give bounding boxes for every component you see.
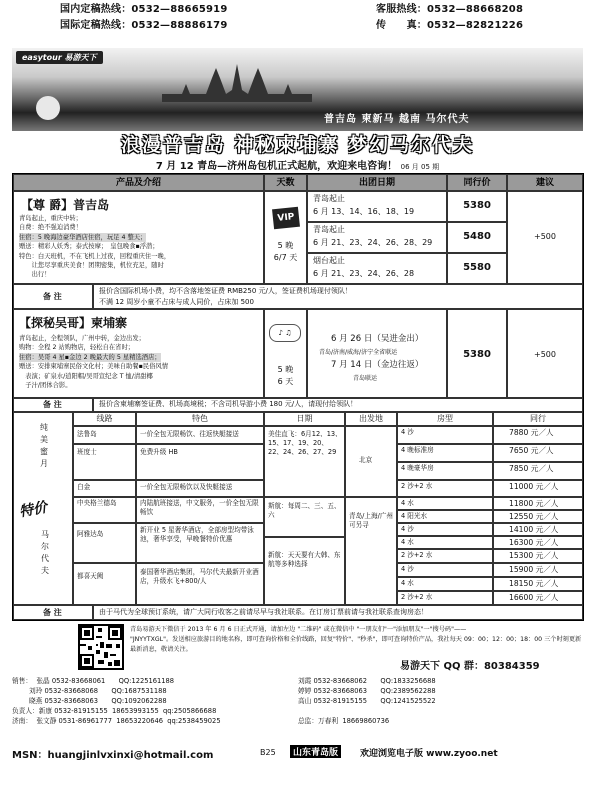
- remark-line: 不满 12 周岁小童不占床与成人同价，占床加 500: [99, 298, 254, 306]
- flight-dates: 美佳直飞：6月12、13、15、17、19、20、22、24、26、27、29: [268, 430, 342, 456]
- price: 5380: [463, 349, 491, 360]
- room-price: 11800 元／人: [509, 499, 559, 508]
- wechat-info: [130, 625, 582, 655]
- domestic-hotline: 国内定稿热线：0532—88665919: [60, 4, 228, 15]
- desc-line: 购物：全程 2 站购物店，轻松自在省时；: [19, 344, 135, 352]
- date-origin: 青岛起止: [313, 194, 345, 203]
- qq-number: 80384359: [483, 661, 540, 672]
- remark-line: 报价含国际机场小费，均不含落地签证费 RMB250 元/人，签证费机场现付领队！: [99, 287, 352, 295]
- fax-number: 传 真：0532—82821226: [376, 20, 524, 31]
- room-price: 16300 元／人: [509, 538, 559, 547]
- header-days: 天数: [264, 174, 307, 191]
- price: 5480: [463, 231, 491, 242]
- remark-line: 报价含柬埔寨签证费、机场高境税；不含司机导游小费 180 元/人，请现付给领队！: [99, 400, 358, 408]
- departure-city: 北京: [359, 456, 373, 464]
- international-hotline: 国际定稿热线：0532—88886179: [60, 20, 228, 31]
- service-hotline: 客服热线：0532—88668208: [376, 4, 524, 15]
- edition-badge: 山东青岛版: [290, 745, 341, 758]
- room-type: 4 晚豪华房: [401, 464, 434, 472]
- sales-contacts-2: 刘霞 0532-83668062 QQ:1833256688 婷婷 0532-83668063 QQ:2389562288 高山 0532-81915155 QQ:1241525522 总监：万春利 18669860736: [298, 677, 436, 726]
- room-type: 4 阳光水: [401, 512, 428, 520]
- label-char: 纯: [40, 423, 48, 432]
- room-type: 2 沙+2 水: [401, 551, 433, 559]
- route-name: 阿雅达岛: [77, 530, 104, 538]
- product1-days-cell: [264, 191, 307, 284]
- desc-line: 赠送：精彩人妖秀；泰式按摩； 皇包晚食▪浮潜；: [19, 243, 159, 251]
- departure-city: 青岛/上海/广州可另寻: [349, 512, 394, 529]
- room-type: 4 水: [401, 499, 414, 507]
- label-char: 代: [41, 554, 49, 563]
- room-type: 4 水: [401, 579, 414, 587]
- label-char: 马: [41, 530, 49, 539]
- room-type: 4 水: [401, 538, 414, 546]
- route-name: 法鲁岛: [77, 430, 97, 438]
- route-feature: 新开业 5 星奢华酒店，全部房型均带泳池，奢华享受，早晚餐特价优惠: [140, 526, 254, 543]
- suggest-price: +500: [534, 232, 556, 241]
- maldives-label: [35, 529, 55, 577]
- desc-line: 让您尽享重庆美食！团期密集，机位充足，随时: [19, 262, 164, 270]
- route-feature: 免费升级 HB: [140, 448, 178, 456]
- page-number: B25: [260, 748, 276, 757]
- room-price: 7650 元／人: [509, 446, 554, 455]
- room-price: 14100 元／人: [509, 525, 559, 534]
- label-char: 夫: [41, 566, 49, 575]
- room-price: 11000 元／人: [509, 482, 559, 491]
- suggest-price: +500: [534, 350, 556, 359]
- header-suggest: 建议: [507, 174, 583, 191]
- header-price: 同行价: [447, 174, 507, 191]
- route-feature: 一价全包无限畅饮、往返快艇接送: [140, 430, 239, 438]
- remark-label: 备 注: [43, 400, 62, 409]
- desc-line: 青岛起止，全程领队，广州中转，金边出发；: [19, 335, 145, 342]
- desc-line: 特色：白天班机，不在飞机上过夜，回程重庆住一晚，: [19, 252, 171, 260]
- special-offer-label: 特价: [17, 499, 49, 521]
- nights: 5 晚: [277, 365, 294, 374]
- date-b-sub: 青岛联运: [353, 375, 378, 382]
- room-price: 16600 元／人: [509, 593, 559, 602]
- route-feature: 一价全包无限畅饮以及快艇接送: [140, 483, 233, 491]
- product1-description: [19, 214, 259, 280]
- remark-label: 备 注: [43, 608, 62, 617]
- days: 6/7 天: [273, 253, 298, 262]
- date-cell: [264, 537, 345, 605]
- announcement-text: 7 月 12 青岛—济州岛包机正式起航，欢迎来电咨询！: [155, 161, 398, 172]
- room-type: 4 晚标准房: [401, 446, 434, 454]
- banner-destinations: 普吉岛 柬新马 越南 马尔代夫: [324, 114, 470, 125]
- mh-feature: 特色: [136, 412, 264, 426]
- price: 5380: [463, 200, 491, 211]
- sales-contacts: 销售： 张晶 0532-83668061 QQ:1225161188 刘玲 0532-83668068 QQ:1687531188 晓燕 0532-83668063 QQ:1092062288 负责人：新康 0532-81915155 18653993155 qq:2505866688 济南： 张文静 0531-86961777 18653220646 qq:2538459025: [12, 677, 221, 726]
- mh-route: 线路: [73, 412, 136, 426]
- msn-address: MSN：huangjinlvxinxi@hotmail.com: [12, 750, 214, 761]
- product2-description: [19, 334, 259, 390]
- product1-days: [264, 240, 307, 264]
- header-banner: [12, 48, 583, 131]
- honeymoon-label: [29, 422, 59, 470]
- vip-badge-icon: VIP: [272, 207, 300, 230]
- price: 5580: [463, 262, 491, 273]
- date-b: 7 月 14 日（金边往返）: [331, 360, 424, 370]
- temple-silhouette: [162, 60, 312, 102]
- room-price: 15300 元／人: [509, 551, 559, 560]
- route-feature: 泰国奢华酒店集团，马尔代夫最新开业酒店，升级水飞+800/人: [140, 568, 259, 585]
- room-type: 4 沙: [401, 428, 414, 436]
- route-name: 白金: [77, 483, 91, 491]
- date-a-sub: 青岛/济南/威海/济宁全省联运: [319, 349, 398, 356]
- date-list: 6 月 13、14、16、18、19: [313, 207, 415, 216]
- mh-peer-price: 同行: [493, 412, 583, 426]
- mh-departure: 出发地: [345, 412, 397, 426]
- brand-logo: easytour 易游天下: [16, 51, 103, 64]
- so-easy-icon: ♪ ♫: [269, 324, 301, 342]
- room-price: 7880 元／人: [509, 428, 554, 437]
- label-char: 月: [40, 459, 48, 468]
- announcement: [0, 157, 595, 172]
- desc-line: 表演；矿泉水/逍阳帽/吴哥宣纪念 T 恤/清甜椰: [19, 372, 153, 380]
- remark-label: 备 注: [43, 292, 62, 301]
- product-table: [12, 173, 584, 621]
- header-dates: 出团日期: [307, 174, 447, 191]
- product1-title: 【尊 爵】普吉岛: [21, 198, 110, 212]
- wechat-line: 青岛易游天下微信于 2013 年 6 月 6 日正式开通，请加左边 "二维码" 或在微信中 "一朋友们"一"添加朋友"一"搜号码"——: [130, 626, 467, 633]
- room-price: 15900 元／人: [509, 565, 559, 574]
- date-origin: 青岛起止: [313, 225, 345, 234]
- desc-line: 子汁/团体合影。: [19, 382, 72, 390]
- date-list: 6 月 21、23、24、26、28、29: [313, 238, 433, 247]
- date-origin: 烟台起止: [313, 256, 345, 265]
- issue-date: 06 月 05 期: [400, 163, 440, 171]
- flight-dates: 新航：天天要有大韩、东航等多种选择: [268, 551, 341, 568]
- mh-room: 房型: [397, 412, 493, 426]
- route-name: 班度士: [77, 448, 97, 456]
- product2-days: [264, 364, 307, 388]
- nights: 5 晚: [277, 241, 294, 250]
- room-type: 2 沙+2 水: [401, 593, 433, 601]
- qq-label: 易游天下 QQ 群：: [400, 661, 484, 672]
- room-type: 4 沙: [401, 525, 414, 533]
- room-price: 7850 元／人: [509, 464, 554, 473]
- desc-line: 自费：绝不强迫消费！: [19, 224, 82, 232]
- footer: [12, 742, 583, 761]
- label-char: 蜜: [40, 447, 48, 456]
- route-feature: 内陆航班接送，中文服务，一价全包无限畅饮: [140, 499, 259, 516]
- desc-line: 赠送：安排柬埔寨民俗文化村；美味自助餐▪民俗风情: [19, 363, 169, 371]
- flight-dates: 斯航：每周二、三、五、六: [268, 502, 341, 519]
- desc-line: 住宿：吴哥 4 星▪金边 2 晚最大的 5 星精选酒店；: [19, 353, 161, 361]
- product2-title: 【探秘吴哥】柬埔寨: [19, 316, 128, 330]
- room-type: 2 沙+2 水: [401, 482, 433, 490]
- remark-line: 由于马代为全球预订系统，请广大同行收客之前请尽早与我社联系。在订房订票前请与我社联系查询房态！: [99, 608, 428, 616]
- wechat-line: "JNYYTXGL"。发送相应旅游目的地名称，即可查询价格和全价线路，回复"特价"、"秒杀"，即可查询特价产品，我社每天 09：00；12：00；18：00 三个时刻更新最新消息，敬请关注。: [130, 636, 582, 653]
- date-list: 6 月 21、23、24、26、28: [313, 269, 415, 278]
- header-product: 产品及介绍: [13, 174, 264, 191]
- date-a: 6 月 26 日（吴进金出）: [331, 334, 424, 344]
- route-name: 都喜天阙: [77, 572, 104, 580]
- room-type: 4 沙: [401, 565, 414, 573]
- page-headline: 浪漫普吉岛 神秘柬埔寨 梦幻马尔代夫: [120, 134, 475, 156]
- room-price: 12550 元／人: [509, 512, 559, 521]
- wechat-qr-code: [78, 624, 124, 670]
- days: 6 天: [277, 377, 294, 386]
- flower-emblem: [36, 96, 60, 120]
- room-price: 18150 元／人: [509, 579, 559, 588]
- label-char: 尔: [41, 542, 49, 551]
- website-link[interactable]: 欢迎浏览电子版 www.zyoo.net: [360, 749, 498, 759]
- qq-group: [400, 657, 540, 672]
- route-cell: [73, 563, 136, 605]
- route-cell: [73, 523, 136, 563]
- route-name: 中央格兰德岛: [77, 499, 117, 507]
- desc-line: 出行！: [19, 271, 51, 279]
- desc-line: 住宿：5 晚海边豪华酒店住宿，玩足 4 整天；: [19, 233, 147, 241]
- desc-line: 青岛起止，重庆中转；: [19, 215, 82, 222]
- label-char: 美: [40, 435, 48, 444]
- mh-date: 日期: [264, 412, 345, 426]
